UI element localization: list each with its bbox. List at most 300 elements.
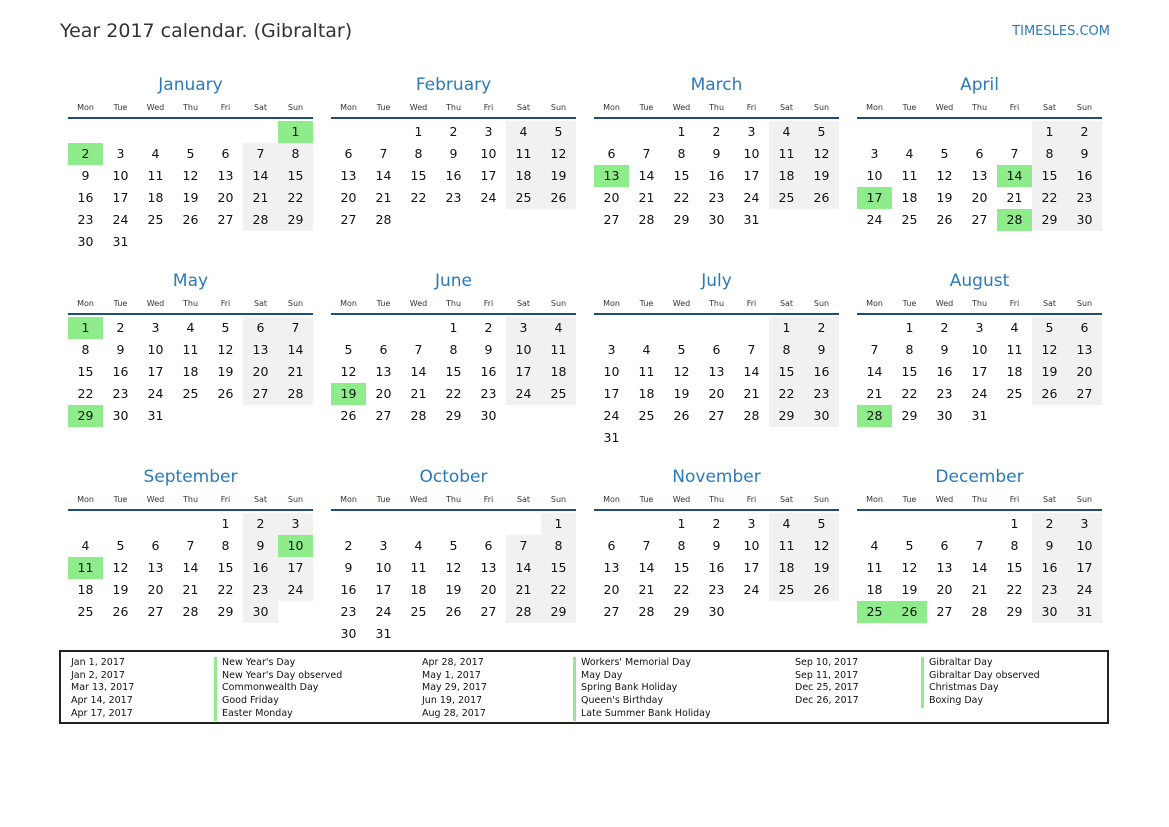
- weekday-label: Fri: [1009, 103, 1020, 112]
- weekend-day-cell: 5: [1032, 317, 1067, 339]
- holiday-day-cell: 25: [857, 601, 892, 623]
- weekend-day-cell: 19: [804, 557, 839, 579]
- legend-holiday-name: Easter Monday: [214, 708, 342, 721]
- holiday-day-cell: 26: [892, 601, 927, 623]
- empty-cell: [997, 121, 1032, 143]
- empty-cell: [927, 513, 962, 535]
- day-cell: 15: [410, 168, 427, 183]
- legend-holiday-name: New Year's Day observed: [214, 670, 342, 683]
- legend-holiday-name: Commonwealth Day: [214, 682, 342, 695]
- day-cell: 2: [449, 124, 458, 139]
- weekend-day-cell: 17: [1067, 557, 1102, 579]
- day-cell: 31: [971, 408, 988, 423]
- day-cell: 7: [414, 342, 423, 357]
- day-cell: 25: [182, 386, 199, 401]
- weekday-label: Thu: [971, 495, 988, 504]
- day-cell: 16: [936, 364, 953, 379]
- weekday-label: Thu: [445, 299, 462, 308]
- legend-holiday-name: Boxing Day: [921, 695, 1040, 708]
- day-cell: 17: [147, 364, 164, 379]
- weekday-label: Fri: [220, 299, 231, 308]
- day-cell: 16: [77, 190, 94, 205]
- day-cell: 11: [410, 560, 427, 575]
- weekday-header: [594, 491, 839, 511]
- weekend-day-cell: 20: [1067, 361, 1102, 383]
- day-cell: 2: [344, 538, 353, 553]
- day-cell: 30: [708, 604, 725, 619]
- legend-date: Apr 28, 2017: [422, 657, 484, 668]
- month-january: [68, 74, 313, 270]
- day-cell: 12: [340, 364, 357, 379]
- day-cell: 24: [480, 190, 497, 205]
- weekend-day-cell: 8: [278, 143, 313, 165]
- month-title: January: [158, 75, 223, 95]
- weekend-day-cell: 15: [1032, 165, 1067, 187]
- day-cell: 26: [112, 604, 129, 619]
- weekend-day-cell: 22: [1032, 187, 1067, 209]
- day-cell: 6: [484, 538, 493, 553]
- weekend-day-cell: 5: [804, 513, 839, 535]
- day-cell: 26: [182, 212, 199, 227]
- weekday-label: Sun: [1076, 495, 1093, 504]
- day-cell: 27: [936, 604, 953, 619]
- day-cell: 19: [936, 190, 953, 205]
- holiday-day-cell: 28: [997, 209, 1032, 231]
- weekend-day-cell: 1: [1032, 121, 1067, 143]
- legend-dates-column: [422, 657, 487, 721]
- weekend-day-cell: 3: [1067, 513, 1102, 535]
- day-cell: 2: [712, 124, 721, 139]
- weekend-day-cell: 3: [506, 317, 541, 339]
- day-cell: 1: [677, 516, 686, 531]
- day-cell: 19: [112, 582, 129, 597]
- weekday-label: Wed: [672, 103, 691, 112]
- day-cell: 24: [971, 386, 988, 401]
- month-february: [331, 74, 576, 270]
- empty-cell: [138, 121, 173, 143]
- day-cell: 9: [81, 168, 90, 183]
- weekend-day-cell: 6: [243, 317, 278, 339]
- month-title: April: [960, 75, 999, 95]
- weekend-day-cell: 4: [506, 121, 541, 143]
- weekday-label: Sat: [253, 495, 268, 504]
- month-title: August: [949, 271, 1010, 291]
- weekday-label: Fri: [483, 495, 494, 504]
- legend-dates-column: [71, 657, 134, 721]
- weekend-day-cell: 18: [769, 165, 804, 187]
- day-cell: 11: [182, 342, 199, 357]
- day-cell: 16: [480, 364, 497, 379]
- day-cell: 18: [1006, 364, 1023, 379]
- day-cell: 5: [344, 342, 353, 357]
- holiday-day-cell: 1: [278, 121, 313, 143]
- weekend-day-cell: 9: [1032, 535, 1067, 557]
- day-cell: 29: [1006, 604, 1023, 619]
- weekday-label: Wed: [409, 299, 428, 308]
- weekday-header: [68, 99, 313, 119]
- weekday-label: Sun: [813, 299, 830, 308]
- weekday-label: Sat: [1042, 103, 1057, 112]
- day-cell: 23: [936, 386, 953, 401]
- day-cell: 30: [77, 234, 94, 249]
- weekend-day-cell: 18: [541, 361, 576, 383]
- weekend-day-cell: 30: [243, 601, 278, 623]
- day-cell: 29: [217, 604, 234, 619]
- holiday-day-cell: 13: [594, 165, 629, 187]
- weekday-label: Sun: [287, 103, 304, 112]
- legend-date: Jun 19, 2017: [422, 695, 483, 707]
- day-cell: 10: [147, 342, 164, 357]
- day-cell: 4: [870, 538, 879, 553]
- day-cell: 22: [673, 582, 690, 597]
- weekday-header: [594, 99, 839, 119]
- day-cell: 6: [607, 146, 616, 161]
- day-cell: 1: [221, 516, 230, 531]
- day-cell: 15: [673, 168, 690, 183]
- empty-cell: [366, 121, 401, 143]
- day-cell: 3: [151, 320, 160, 335]
- day-cell: 3: [116, 146, 125, 161]
- weekday-label: Mon: [340, 495, 357, 504]
- days-grid: [594, 121, 839, 231]
- empty-cell: [962, 513, 997, 535]
- weekday-label: Sun: [813, 495, 830, 504]
- day-cell: 3: [870, 146, 879, 161]
- weekend-day-cell: 8: [1032, 143, 1067, 165]
- day-cell: 8: [905, 342, 914, 357]
- day-cell: 31: [147, 408, 164, 423]
- day-cell: 10: [743, 538, 760, 553]
- weekday-label: Tue: [376, 299, 391, 308]
- weekend-day-cell: 2: [1032, 513, 1067, 535]
- day-cell: 19: [445, 582, 462, 597]
- day-cell: 31: [603, 430, 620, 445]
- weekday-label: Mon: [866, 299, 883, 308]
- day-cell: 10: [743, 146, 760, 161]
- weekday-label: Tue: [902, 299, 917, 308]
- weekend-day-cell: 14: [243, 165, 278, 187]
- day-cell: 5: [905, 538, 914, 553]
- day-cell: 20: [603, 582, 620, 597]
- empty-cell: [962, 121, 997, 143]
- day-cell: 31: [112, 234, 129, 249]
- holiday-day-cell: 17: [857, 187, 892, 209]
- day-cell: 21: [638, 190, 655, 205]
- day-cell: 19: [673, 386, 690, 401]
- day-cell: 23: [445, 190, 462, 205]
- day-cell: 24: [147, 386, 164, 401]
- day-cell: 17: [112, 190, 129, 205]
- day-cell: 9: [712, 538, 721, 553]
- weekend-day-cell: 11: [769, 535, 804, 557]
- weekday-header: [594, 295, 839, 315]
- day-cell: 31: [743, 212, 760, 227]
- days-grid: [594, 513, 839, 623]
- day-cell: 15: [1006, 560, 1023, 575]
- weekday-label: Mon: [77, 299, 94, 308]
- day-cell: 10: [603, 364, 620, 379]
- empty-cell: [243, 121, 278, 143]
- weekend-day-cell: 16: [1032, 557, 1067, 579]
- day-cell: 31: [375, 626, 392, 641]
- day-cell: 22: [1006, 582, 1023, 597]
- weekday-header: [331, 491, 576, 511]
- day-cell: 28: [375, 212, 392, 227]
- weekday-label: Sun: [550, 103, 567, 112]
- month-title: February: [415, 75, 492, 95]
- month-september: [68, 466, 313, 662]
- month-title: November: [672, 467, 761, 487]
- weekend-day-cell: 26: [804, 579, 839, 601]
- weekend-day-cell: 11: [541, 339, 576, 361]
- weekday-label: Sat: [253, 299, 268, 308]
- days-grid: [857, 513, 1102, 623]
- day-cell: 15: [673, 560, 690, 575]
- day-cell: 5: [449, 538, 458, 553]
- weekend-day-cell: 16: [1067, 165, 1102, 187]
- day-cell: 17: [971, 364, 988, 379]
- legend-holiday-name: Late Summer Bank Holiday: [573, 708, 711, 721]
- weekend-day-cell: 2: [1067, 121, 1102, 143]
- day-cell: 8: [1010, 538, 1019, 553]
- weekday-label: Sat: [779, 299, 794, 308]
- day-cell: 7: [747, 342, 756, 357]
- weekend-day-cell: 21: [278, 361, 313, 383]
- legend-date: May 29, 2017: [422, 682, 487, 694]
- day-cell: 27: [375, 408, 392, 423]
- day-cell: 14: [410, 364, 427, 379]
- day-cell: 30: [936, 408, 953, 423]
- day-cell: 17: [743, 560, 760, 575]
- day-cell: 5: [677, 342, 686, 357]
- weekend-day-cell: 16: [804, 361, 839, 383]
- weekday-label: Fri: [1009, 495, 1020, 504]
- weekday-label: Sat: [516, 495, 531, 504]
- weekday-label: Sat: [253, 103, 268, 112]
- day-cell: 6: [607, 538, 616, 553]
- weekday-label: Mon: [77, 103, 94, 112]
- holiday-day-cell: 2: [68, 143, 103, 165]
- day-cell: 1: [1010, 516, 1019, 531]
- empty-cell: [892, 121, 927, 143]
- day-cell: 6: [940, 538, 949, 553]
- weekend-day-cell: 25: [541, 383, 576, 405]
- day-cell: 20: [147, 582, 164, 597]
- weekday-label: Sat: [779, 495, 794, 504]
- days-grid: [857, 317, 1102, 427]
- day-cell: 9: [712, 146, 721, 161]
- weekend-day-cell: 1: [541, 513, 576, 535]
- day-cell: 27: [480, 604, 497, 619]
- weekend-day-cell: 11: [769, 143, 804, 165]
- weekday-label: Sun: [550, 495, 567, 504]
- weekend-day-cell: 30: [1067, 209, 1102, 231]
- day-cell: 22: [217, 582, 234, 597]
- weekend-day-cell: 9: [243, 535, 278, 557]
- month-title: December: [935, 467, 1024, 487]
- weekday-label: Thu: [708, 103, 725, 112]
- weekday-label: Mon: [340, 103, 357, 112]
- weekend-day-cell: 15: [541, 557, 576, 579]
- day-cell: 6: [151, 538, 160, 553]
- legend-date: Jan 1, 2017: [71, 657, 125, 668]
- day-cell: 24: [603, 408, 620, 423]
- legend-names-column: [214, 657, 342, 721]
- weekend-day-cell: 5: [541, 121, 576, 143]
- day-cell: 8: [677, 538, 686, 553]
- weekend-day-cell: 17: [278, 557, 313, 579]
- day-cell: 7: [870, 342, 879, 357]
- weekend-day-cell: 24: [506, 383, 541, 405]
- day-cell: 10: [480, 146, 497, 161]
- day-cell: 16: [708, 168, 725, 183]
- day-cell: 2: [940, 320, 949, 335]
- empty-cell: [366, 513, 401, 535]
- day-cell: 20: [480, 582, 497, 597]
- weekend-day-cell: 30: [1032, 601, 1067, 623]
- day-cell: 19: [217, 364, 234, 379]
- day-cell: 18: [77, 582, 94, 597]
- day-cell: 11: [147, 168, 164, 183]
- weekend-day-cell: 2: [243, 513, 278, 535]
- empty-cell: [857, 513, 892, 535]
- day-cell: 15: [901, 364, 918, 379]
- day-cell: 23: [480, 386, 497, 401]
- weekend-day-cell: 25: [769, 187, 804, 209]
- legend-date: Dec 25, 2017: [795, 682, 859, 694]
- weekday-label: Tue: [376, 103, 391, 112]
- weekend-day-cell: 26: [804, 187, 839, 209]
- empty-cell: [594, 513, 629, 535]
- day-cell: 20: [971, 190, 988, 205]
- weekday-label: Thu: [182, 495, 199, 504]
- day-cell: 8: [449, 342, 458, 357]
- legend-date: May 1, 2017: [422, 669, 481, 681]
- weekday-label: Sat: [516, 299, 531, 308]
- weekday-label: Thu: [182, 103, 199, 112]
- weekday-label: Sun: [287, 495, 304, 504]
- holiday-day-cell: 28: [857, 405, 892, 427]
- weekend-day-cell: 2: [804, 317, 839, 339]
- empty-cell: [401, 513, 436, 535]
- weekend-day-cell: 1: [769, 317, 804, 339]
- day-cell: 5: [940, 146, 949, 161]
- day-cell: 12: [936, 168, 953, 183]
- day-cell: 9: [449, 146, 458, 161]
- weekend-day-cell: 18: [769, 557, 804, 579]
- day-cell: 28: [638, 212, 655, 227]
- weekday-label: Sat: [1042, 495, 1057, 504]
- weekday-label: Fri: [483, 103, 494, 112]
- weekday-label: Sat: [1042, 299, 1057, 308]
- day-cell: 27: [217, 212, 234, 227]
- day-cell: 25: [638, 408, 655, 423]
- holiday-legend: [59, 650, 1109, 724]
- empty-cell: [629, 317, 664, 339]
- day-cell: 27: [603, 212, 620, 227]
- weekday-label: Fri: [220, 495, 231, 504]
- weekend-day-cell: 22: [769, 383, 804, 405]
- month-title: May: [172, 271, 209, 291]
- empty-cell: [103, 121, 138, 143]
- weekday-label: Tue: [902, 103, 917, 112]
- weekday-label: Wed: [409, 495, 428, 504]
- day-cell: 22: [673, 190, 690, 205]
- day-cell: 22: [901, 386, 918, 401]
- weekday-label: Sun: [1076, 103, 1093, 112]
- weekend-day-cell: 11: [506, 143, 541, 165]
- day-cell: 10: [112, 168, 129, 183]
- day-cell: 8: [81, 342, 90, 357]
- day-cell: 20: [936, 582, 953, 597]
- weekend-day-cell: 17: [506, 361, 541, 383]
- day-cell: 3: [747, 516, 756, 531]
- weekend-day-cell: 7: [243, 143, 278, 165]
- day-cell: 12: [901, 560, 918, 575]
- day-cell: 27: [603, 604, 620, 619]
- weekend-day-cell: 27: [1067, 383, 1102, 405]
- day-cell: 13: [936, 560, 953, 575]
- weekday-label: Sun: [550, 299, 567, 308]
- day-cell: 30: [112, 408, 129, 423]
- weekend-day-cell: 24: [1067, 579, 1102, 601]
- day-cell: 4: [186, 320, 195, 335]
- legend-date: Apr 17, 2017: [71, 707, 133, 719]
- day-cell: 17: [375, 582, 392, 597]
- weekend-day-cell: 9: [804, 339, 839, 361]
- days-grid: [594, 317, 839, 449]
- day-cell: 18: [866, 582, 883, 597]
- legend-date: Sep 10, 2017: [795, 657, 859, 668]
- day-cell: 8: [414, 146, 423, 161]
- day-cell: 21: [971, 582, 988, 597]
- day-cell: 12: [217, 342, 234, 357]
- day-cell: 18: [901, 190, 918, 205]
- day-cell: 23: [112, 386, 129, 401]
- weekend-day-cell: 31: [1067, 601, 1102, 623]
- weekend-day-cell: 8: [541, 535, 576, 557]
- day-cell: 15: [445, 364, 462, 379]
- day-cell: 9: [940, 342, 949, 357]
- day-cell: 20: [340, 190, 357, 205]
- weekend-day-cell: 14: [278, 339, 313, 361]
- day-cell: 21: [410, 386, 427, 401]
- weekday-label: Fri: [746, 495, 757, 504]
- weekday-label: Mon: [603, 495, 620, 504]
- weekend-day-cell: 7: [506, 535, 541, 557]
- site-logo-text[interactable]: TIMESLES.COM: [1012, 24, 1110, 39]
- day-cell: 21: [1006, 190, 1023, 205]
- weekend-day-cell: 26: [541, 187, 576, 209]
- weekend-day-cell: 25: [506, 187, 541, 209]
- legend-names-column: [921, 657, 1040, 708]
- empty-cell: [857, 121, 892, 143]
- empty-cell: [401, 317, 436, 339]
- weekday-label: Mon: [603, 299, 620, 308]
- day-cell: 1: [414, 124, 423, 139]
- day-cell: 27: [340, 212, 357, 227]
- day-cell: 3: [379, 538, 388, 553]
- weekday-label: Fri: [746, 299, 757, 308]
- weekday-label: Sat: [516, 103, 531, 112]
- weekday-label: Wed: [672, 495, 691, 504]
- day-cell: 4: [642, 342, 651, 357]
- weekend-day-cell: 23: [243, 579, 278, 601]
- weekday-label: Mon: [866, 495, 883, 504]
- legend-holiday-name: Workers' Memorial Day: [573, 657, 711, 670]
- day-cell: 28: [971, 604, 988, 619]
- day-cell: 4: [1010, 320, 1019, 335]
